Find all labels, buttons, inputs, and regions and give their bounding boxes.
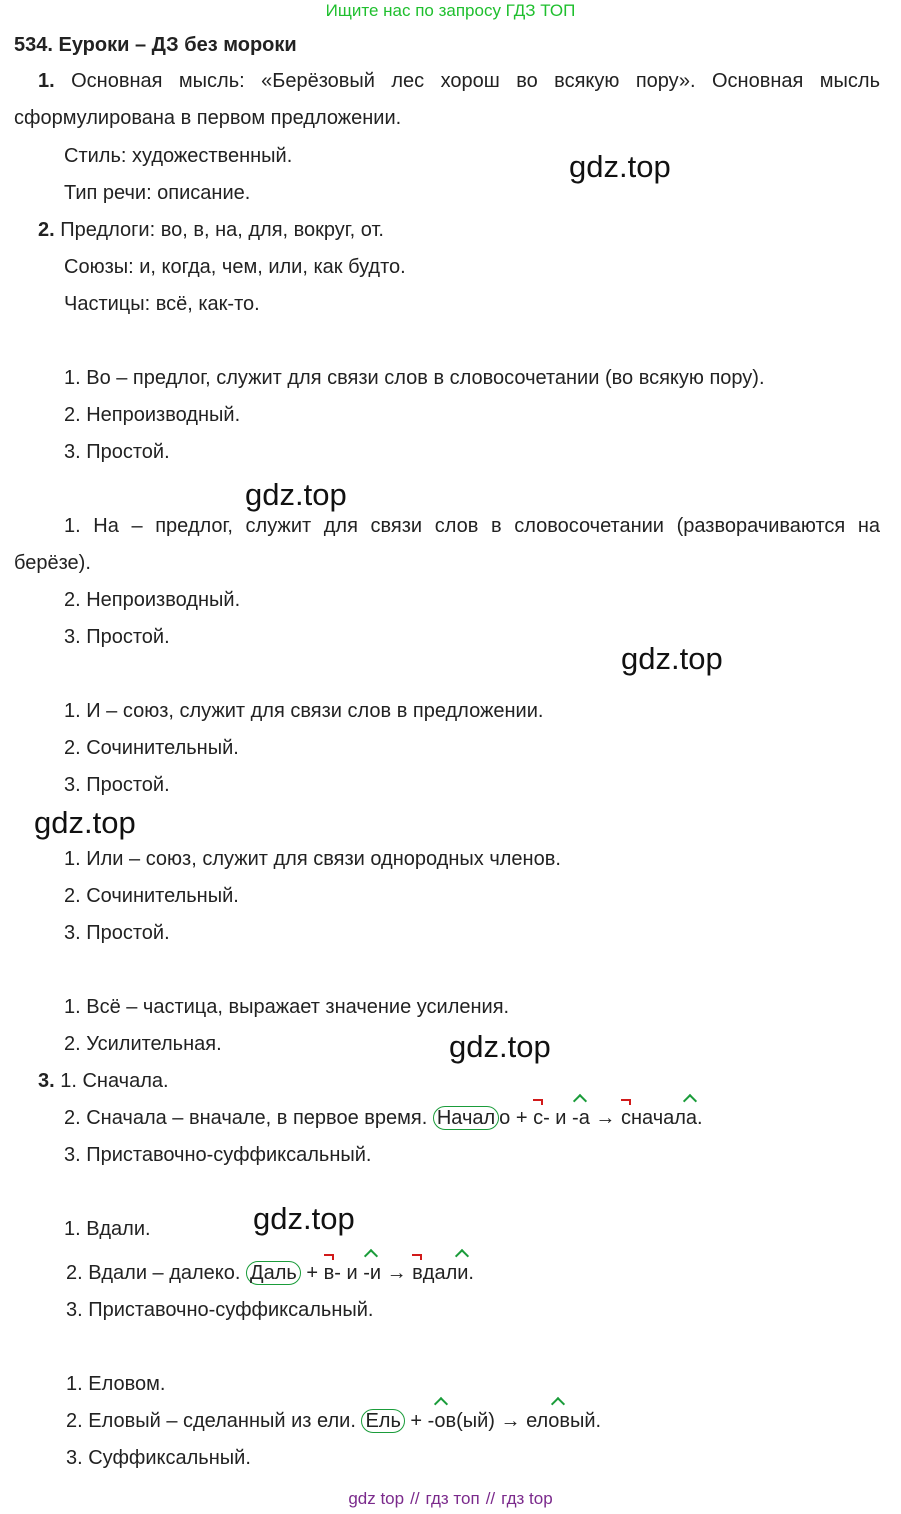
prepositions-line: 2. Предлоги: во, в, на, для, вокруг, от.: [38, 219, 384, 241]
suffix-mark: ов: [548, 1410, 570, 1432]
word-snachala-line: 3. 1. Сначала.: [38, 1070, 169, 1092]
list-item: 3. Простой.: [64, 441, 170, 463]
list-item: 1. Всё – частица, выражает значение усиления.: [64, 996, 510, 1018]
list-item: 3. Простой.: [64, 922, 170, 944]
list-item: 1. Вдали.: [64, 1218, 151, 1240]
root-mark: Ель: [361, 1409, 404, 1433]
suffix-mark: -ов: [427, 1410, 457, 1432]
search-hint-link[interactable]: Ищите нас по запросу ГДЗ ТОП: [325, 1, 576, 20]
footer-separator: //: [410, 1489, 420, 1508]
footer-link[interactable]: гдз top: [501, 1489, 553, 1508]
task-number: 1.: [38, 70, 55, 92]
list-item: 3. Приставочно-суффиксальный.: [64, 1144, 372, 1166]
prefix-mark: в: [412, 1262, 423, 1284]
root-mark: Даль: [246, 1261, 301, 1285]
watermark: gdz.top: [253, 1201, 355, 1236]
particles-line: Частицы: всё, как-то.: [64, 293, 260, 315]
list-item: 1. Еловом.: [66, 1373, 166, 1395]
root-mark: Начал: [433, 1106, 499, 1130]
list-item: 1. И – союз, служит для связи слов в предложении.: [64, 700, 544, 722]
word-formation-line: 2. Сначала – вначале, в первое время. Начал о + с- и -а → сначала.: [64, 1107, 703, 1129]
list-item: 1. Или – союз, служит для связи однородных членов.: [64, 848, 561, 870]
speech-type-line: Тип речи: описание.: [64, 182, 251, 204]
word-formation-line: 2. Еловый – сделанный из ели. Ель + -ов(ый) → еловый.: [66, 1410, 602, 1432]
list-item: 2. Непроизводный.: [64, 589, 241, 611]
list-item: 3. Суффиксальный.: [66, 1447, 251, 1469]
suffix-mark: -и: [363, 1262, 382, 1284]
watermark: gdz.top: [245, 477, 347, 512]
list-item: 3. Простой.: [64, 774, 170, 796]
watermark: gdz.top: [569, 149, 671, 184]
footer-links: [0, 1488, 901, 1510]
page-title: 534. Еуроки – ДЗ без мороки: [14, 34, 297, 56]
prefix-mark: с-: [533, 1107, 550, 1129]
list-item: 2. Непроизводный.: [64, 404, 241, 426]
list-item: 2. Сочинительный.: [64, 885, 239, 907]
task1-paragraph: 1. Основная мысль: «Берёзовый лес хорош во всякую пору». Основная мысль сформулирована в первом предложении.: [14, 70, 880, 129]
suffix-mark: а: [685, 1107, 698, 1129]
prefix-mark: в-: [323, 1262, 341, 1284]
suffix-mark: -а: [572, 1107, 590, 1129]
watermark: gdz.top: [621, 641, 723, 676]
style-line: Стиль: художественный.: [64, 145, 293, 167]
word-formation-line: 2. Вдали – далеко. Даль + в- и -и → вдали.: [66, 1262, 474, 1284]
watermark: gdz.top: [449, 1029, 551, 1064]
footer-link[interactable]: гдз топ: [425, 1489, 480, 1508]
suffix-mark: и: [457, 1262, 469, 1284]
task-number: 3.: [38, 1070, 55, 1092]
task-number: 2.: [38, 219, 55, 241]
list-item: 2. Усилительная.: [64, 1033, 222, 1055]
list-item: 2. Сочинительный.: [64, 737, 239, 759]
na-paragraph: 1. На – предлог, служит для связи слов в словосочетании (разворачиваются на берёзе).: [14, 515, 880, 574]
conjunctions-line: Союзы: и, когда, чем, или, как будто.: [64, 256, 406, 278]
list-item: 3. Простой.: [64, 626, 170, 648]
list-item: 1. Во – предлог, служит для связи слов в словосочетании (во всякую пору).: [64, 367, 765, 389]
prefix-mark: с: [620, 1107, 631, 1129]
footer-link[interactable]: gdz top: [348, 1489, 405, 1508]
watermark: gdz.top: [34, 805, 136, 840]
list-item: 3. Приставочно-суффиксальный.: [66, 1299, 374, 1321]
footer-separator: //: [485, 1489, 496, 1508]
